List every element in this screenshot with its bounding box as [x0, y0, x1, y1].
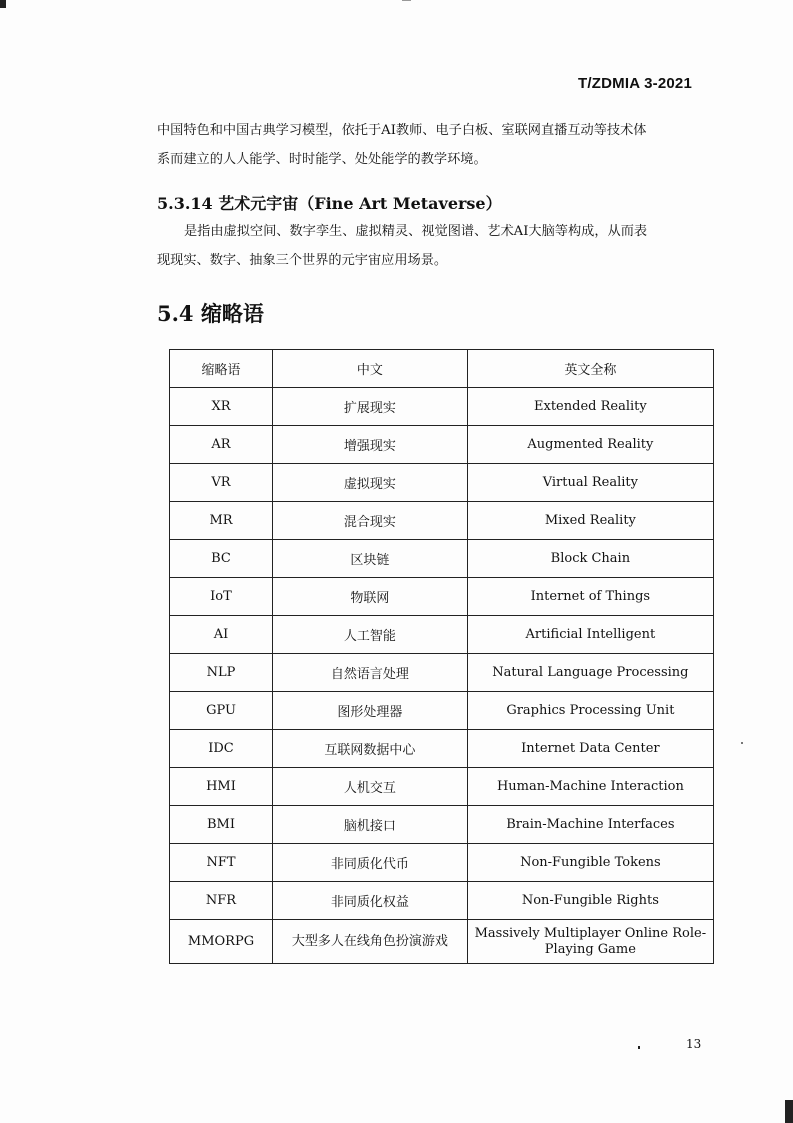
cell-abbreviation: AI: [170, 616, 273, 654]
cell-english: Non-Fungible Tokens: [467, 844, 713, 882]
table-row: [170, 464, 714, 502]
table-row: [170, 426, 714, 464]
cell-english: Extended Reality: [467, 388, 713, 426]
cell-chinese: 扩展现实: [272, 388, 467, 426]
cell-english: Mixed Reality: [467, 502, 713, 540]
cell-abbreviation: NFT: [170, 844, 273, 882]
section-5-3-14-line-1: 是指由虚拟空间、数字孪生、虚拟精灵、视觉图谱、艺术AI大脑等构成，从而表: [184, 224, 648, 239]
cell-abbreviation: IoT: [170, 578, 273, 616]
cell-chinese: 区块链: [272, 540, 467, 578]
cell-abbreviation: BC: [170, 540, 273, 578]
cell-english: Artificial Intelligent: [467, 616, 713, 654]
cell-english: Block Chain: [467, 540, 713, 578]
cell-english: Virtual Reality: [467, 464, 713, 502]
cell-chinese: 大型多人在线角色扮演游戏: [272, 920, 467, 964]
cell-english: Human-Machine Interaction: [467, 768, 713, 806]
cell-abbreviation: GPU: [170, 692, 273, 730]
section-5-3-14-heading: 5.3.14 艺术元宇宙（Fine Art Metaverse）: [157, 194, 502, 213]
intro-line-2: 系而建立的人人能学、时时能学、处处能学的教学环境。: [157, 152, 487, 167]
cell-english: Augmented Reality: [467, 426, 713, 464]
cell-abbreviation: MMORPG: [170, 920, 273, 964]
scan-mark-bottom-dot: [638, 1046, 640, 1049]
table-row: [170, 692, 714, 730]
scan-mark-top-left: [0, 0, 6, 8]
cell-abbreviation: AR: [170, 426, 273, 464]
table-row: [170, 578, 714, 616]
cell-chinese: 互联网数据中心: [272, 730, 467, 768]
cell-english: Internet of Things: [467, 578, 713, 616]
cell-chinese: 人机交互: [272, 768, 467, 806]
cell-abbreviation: XR: [170, 388, 273, 426]
cell-chinese: 物联网: [272, 578, 467, 616]
cell-english: Brain-Machine Interfaces: [467, 806, 713, 844]
cell-abbreviation: MR: [170, 502, 273, 540]
section-5-4-heading: 5.4 缩略语: [157, 301, 264, 326]
cell-english: Massively Multiplayer Online Role-Playing Game: [467, 920, 713, 964]
table-row: [170, 388, 714, 426]
header-abbreviation: 缩略语: [170, 350, 273, 388]
cell-abbreviation: HMI: [170, 768, 273, 806]
document-id: T/ZDMIA 3-2021: [578, 75, 692, 92]
cell-chinese: 自然语言处理: [272, 654, 467, 692]
page-number: 13: [686, 1037, 702, 1051]
cell-abbreviation: IDC: [170, 730, 273, 768]
table-row: [170, 730, 714, 768]
cell-english: Internet Data Center: [467, 730, 713, 768]
table-row: [170, 502, 714, 540]
scan-mark-top-center: [402, 0, 411, 1]
section-5-3-14-paragraph: [157, 217, 702, 275]
table-row: [170, 654, 714, 692]
cell-chinese: 脑机接口: [272, 806, 467, 844]
scan-mark-bottom-right: [785, 1100, 793, 1123]
table-row: [170, 540, 714, 578]
table-row: [170, 616, 714, 654]
table-row: [170, 920, 714, 964]
header-chinese: 中文: [272, 350, 467, 388]
scan-mark-right-dot: [741, 742, 743, 744]
intro-line-1: 中国特色和中国古典学习模型，依托于AI教师、电子白板、室联网直播互动等技术体: [157, 123, 647, 138]
cell-abbreviation: NLP: [170, 654, 273, 692]
cell-chinese: 图形处理器: [272, 692, 467, 730]
cell-chinese: 非同质化代币: [272, 844, 467, 882]
cell-abbreviation: VR: [170, 464, 273, 502]
cell-chinese: 混合现实: [272, 502, 467, 540]
cell-english: Non-Fungible Rights: [467, 882, 713, 920]
section-5-3-14-line-2: 现现实、数字、抽象三个世界的元宇宙应用场景。: [157, 253, 448, 268]
table-row: [170, 806, 714, 844]
abbreviations-table: [169, 349, 714, 964]
intro-paragraph: [157, 116, 702, 174]
table-row: [170, 844, 714, 882]
cell-chinese: 人工智能: [272, 616, 467, 654]
cell-english: Natural Language Processing: [467, 654, 713, 692]
header-english: 英文全称: [467, 350, 713, 388]
cell-english: Graphics Processing Unit: [467, 692, 713, 730]
cell-abbreviation: NFR: [170, 882, 273, 920]
cell-chinese: 增强现实: [272, 426, 467, 464]
cell-chinese: 非同质化权益: [272, 882, 467, 920]
table-row: [170, 768, 714, 806]
cell-chinese: 虚拟现实: [272, 464, 467, 502]
table-header-row: [170, 350, 714, 388]
cell-abbreviation: BMI: [170, 806, 273, 844]
table-row: [170, 882, 714, 920]
